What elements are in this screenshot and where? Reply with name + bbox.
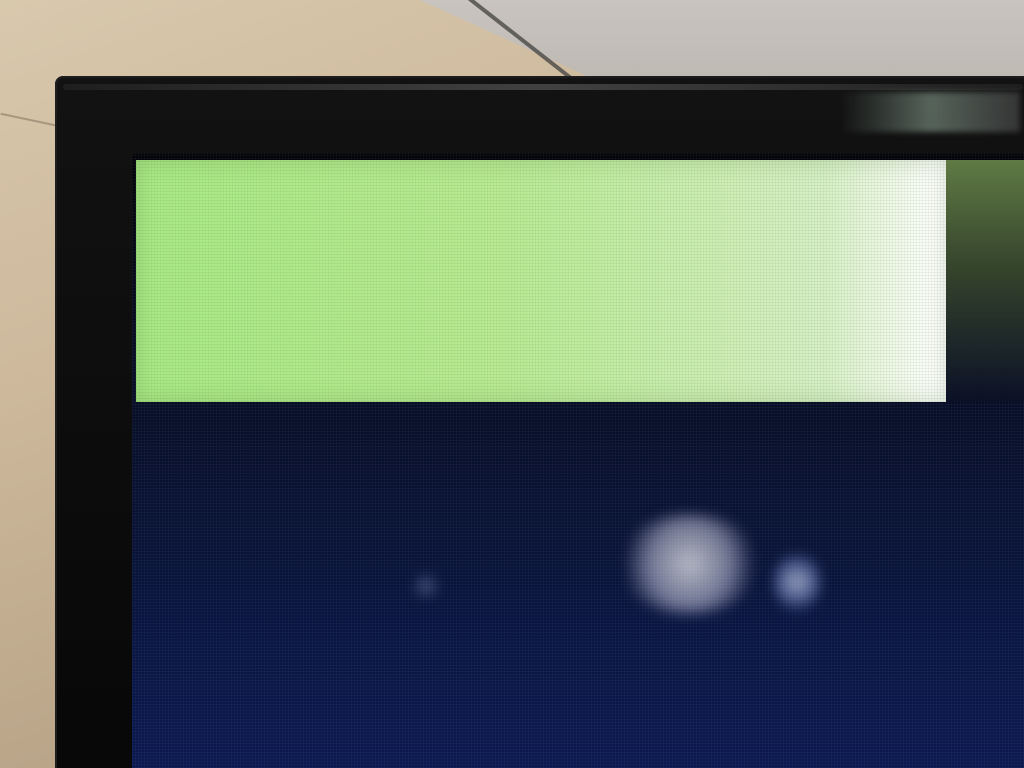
light-reflection	[774, 552, 820, 612]
small-light-reflection	[412, 574, 440, 598]
window-reflection	[617, 514, 762, 614]
screen-right-reflection	[946, 160, 1024, 402]
green-screen-block	[136, 160, 946, 402]
tv-screen	[132, 154, 1024, 768]
bezel-highlight	[63, 84, 1023, 90]
top-right-glare	[840, 92, 1020, 132]
